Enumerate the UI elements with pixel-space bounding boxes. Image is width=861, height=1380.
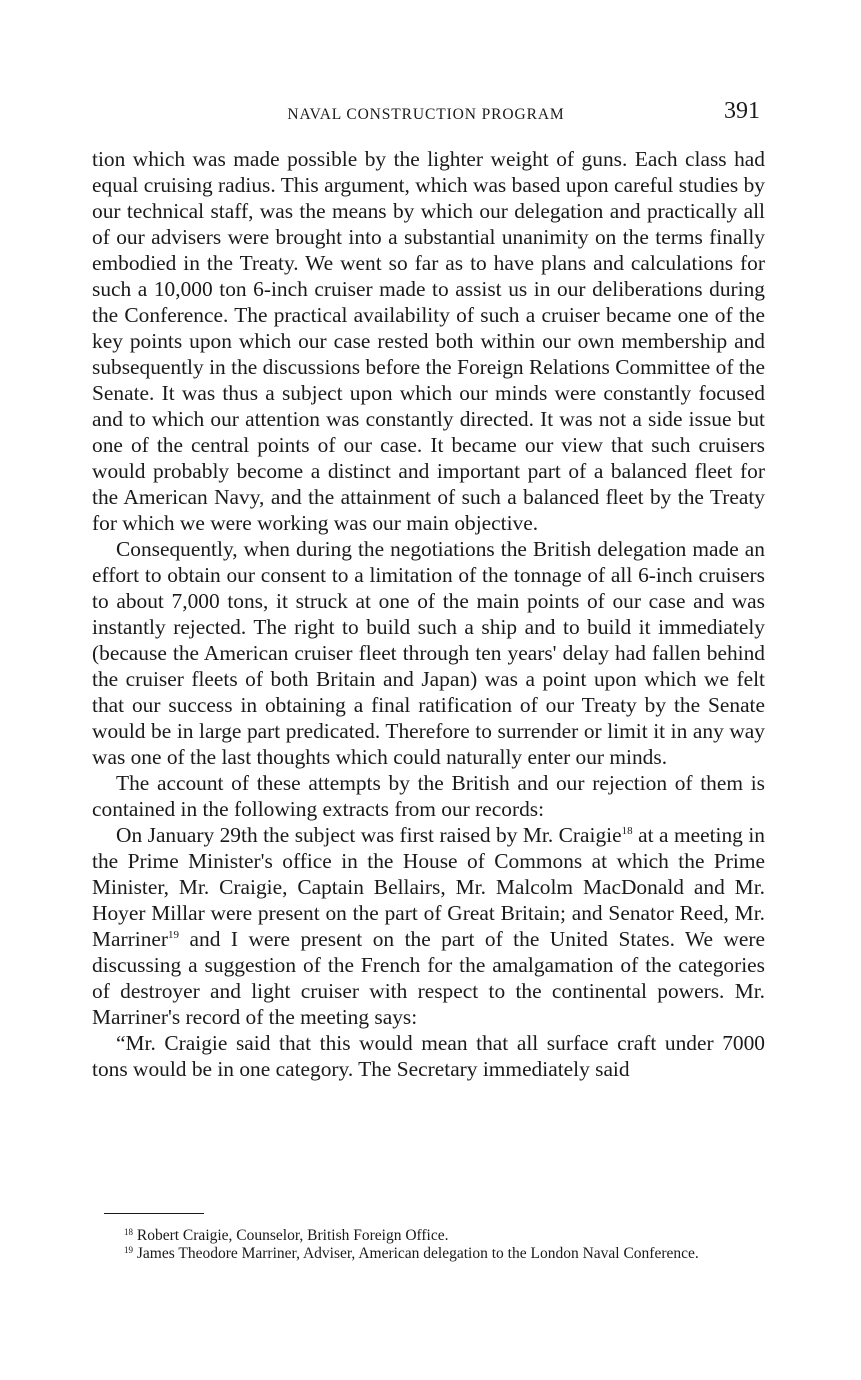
paragraph-text: at a meeting in the Prime Minister's office in the House of Commons at which the Prime Minister, Mr. Craigie, Captain Bellairs, Mr. Malcolm MacDonald and Mr. Hoyer Millar were present on the part of Great Britain; and Senator Reed, Mr. Marriner bbox=[92, 823, 765, 951]
page-number: 391 bbox=[724, 98, 760, 124]
quotation-paragraph: “Mr. Craigie said that this would mean that all surface craft under 7000 tons would be in one category. The Secretary immediately said bbox=[92, 1031, 765, 1081]
running-head bbox=[92, 98, 760, 132]
paragraph-text: On January 29th the subject was first raised by Mr. Craigie bbox=[116, 823, 622, 847]
footnotes bbox=[104, 1227, 768, 1263]
footnote-text: James Theodore Marriner, Adviser, American delegation to the London Naval Conference. bbox=[133, 1245, 699, 1262]
running-title: NAVAL CONSTRUCTION PROGRAM bbox=[287, 106, 565, 123]
paragraph-continued: tion which was made possible by the lighter weight of guns. Each class had equal cruising radius. This argument, which was based upon careful studies by our technical staff, was the means by which our delegation and practically all of our advisers were brought into a substantial unanimity on the terms finally embodied in the Treaty. We went so far as to have plans and calculations for such a 10,000 ton 6-inch cruiser made to assist us in our deliberations during the Conference. The practical availability of such a cruiser became one of the key points upon which our case rested both within our own membership and subsequently in the discussions before the Foreign Relations Committee of the Senate. It was thus a subject upon which our minds were constantly focused and to which our attention was constantly directed. It was not a side issue but one of the central points of our case. It became our view that such cruisers would probably become a distinct and important part of a balanced fleet for the American Navy, and the attainment of such a balanced fleet by the Treaty for which we were working was our main objective. bbox=[92, 147, 765, 535]
paragraph-text: and I were present on the part of the United States. We were discussing a suggestion of the French for the amalgamation of the categories of destroyer and light cruiser with respect to the continental powers. Mr. Marriner's record of the meeting says: bbox=[92, 927, 765, 1029]
paragraph: Consequently, when during the negotiations the British delegation made an effort to obtain our consent to a limitation of the tonnage of all 6-inch cruisers to about 7,000 tons, it struck at one of the main points of our case and was instantly rejected. The right to build such a ship and to build it immediately (because the American cruiser fleet through ten years' delay had fallen behind the cruiser fleets of both Britain and Japan) was a point upon which we felt that our success in obtaining a final ratification of our Treaty by the Senate would be in large part predicated. Therefore to surrender or limit it in any way was one of the last thoughts which could naturally enter our minds. bbox=[92, 537, 765, 769]
body-text bbox=[92, 146, 765, 1082]
footnote-text: Robert Craigie, Counselor, British Foreign Office. bbox=[133, 1227, 449, 1244]
footnote-divider bbox=[104, 1213, 204, 1214]
paragraph: The account of these attempts by the British and our rejection of them is contained in the following extracts from our records: bbox=[92, 771, 765, 821]
paragraph bbox=[92, 822, 765, 1030]
footnote-marker: 19 bbox=[124, 1245, 133, 1255]
footnote-reference-19: 19 bbox=[168, 929, 180, 941]
footnote-18 bbox=[104, 1227, 768, 1245]
footnote-19 bbox=[104, 1245, 768, 1263]
footnote-marker: 18 bbox=[124, 1227, 133, 1237]
footnote-reference-18: 18 bbox=[621, 825, 633, 837]
